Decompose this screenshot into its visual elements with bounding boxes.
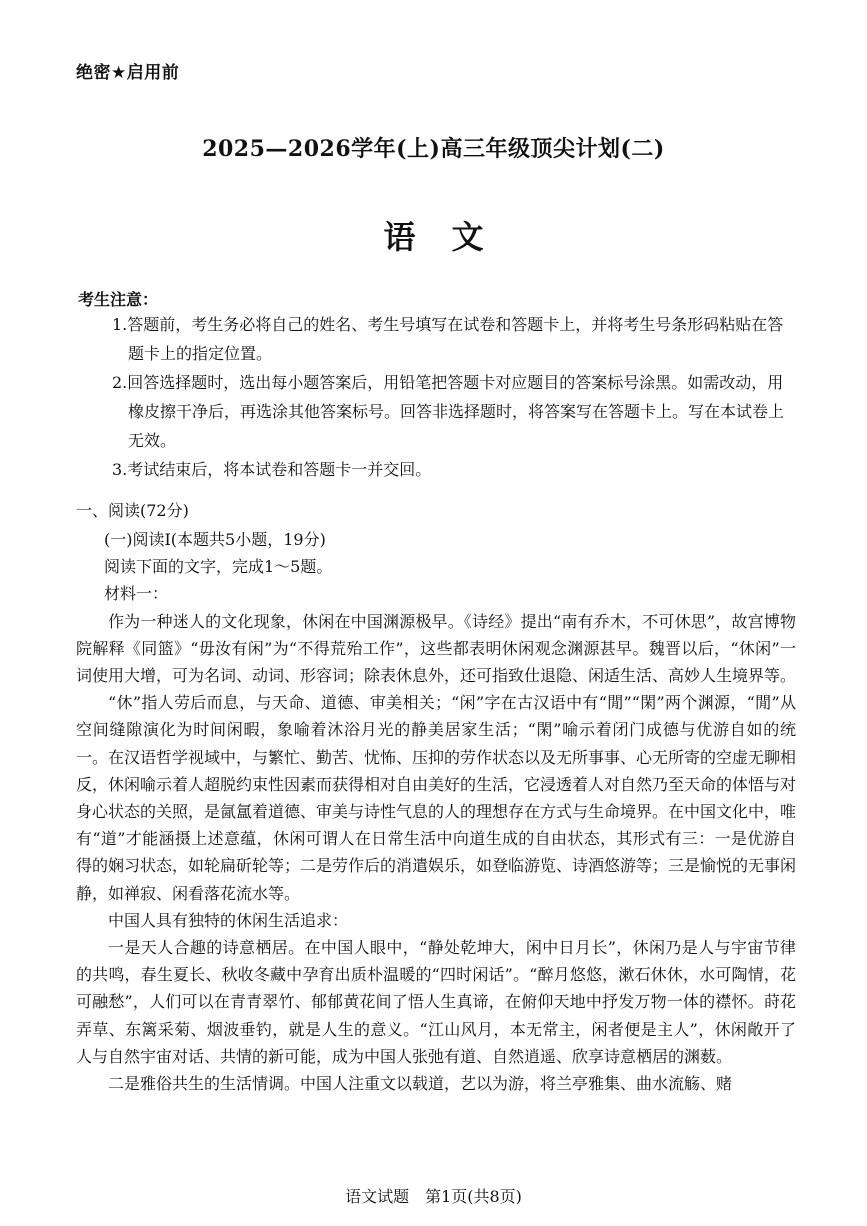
- material-label: 材料一：: [104, 584, 169, 604]
- section-heading: 一、阅读(72分): [76, 501, 189, 520]
- notice-item-1: 1.答题前，考生务必将自己的姓名、考生号填写在试卷和答题卡上，并将考生号条形码粘贴在答题卡上的指定位置。: [112, 315, 784, 363]
- notice-list: [108, 310, 798, 484]
- paragraph-2: “休”指人劳后而息，与天命、道德、审美相关；“闲”字在古汉语中有“閒”“閑”两个渊源，“閒”从空间缝隙演化为时间闲暇，象喻着沐浴月光的静美居家生活；“閑”喻示着闭门成德与优游自如的统一。在汉语哲学视域中，与繁忙、勤苦、忧怖、压抑的劳作状态以及无所事事、心无所寄的空虚无聊相反，休闲喻示着人超脱约束性因素而获得相对自由美好的生活，它浸透着人对自然乃至天命的体悟与对身心状态的关照，是氤氲着道德、审美与诗性气息的人的理想存在方式与生命境界。在中国文化中，唯有“道”才能涵摄上述意蕴，休闲可谓人在日常生活中向道生成的自由状态，其形式有三：一是优游自得的娴习状态，如轮扁斫轮等；二是劳作后的消遣娱乐，如登临游览、诗酒悠游等；三是愉悦的无事闲静，如禅寂、闲看落花流水等。: [76, 693, 797, 903]
- instruction: 阅读下面的文字，完成1～5题。: [104, 557, 333, 577]
- reading-section: [76, 526, 796, 1097]
- notice-item-3: 3.考试结束后，将本试卷和答题卡一并交回。: [112, 460, 432, 479]
- paragraph-4: 一是天人合趣的诗意栖居。在中国人眼中，“静处乾坤大，闲中日月长”，休闲乃是人与宇宙节律的共鸣，春生夏长、秋收冬藏中孕育出质朴温暖的“四时闲话”。“醉月悠悠，漱石休休，水可陶情，花可融愁”，人们可以在青青翠竹、郁郁黄花间了悟人生真谛，在俯仰天地中抒发万物一体的襟怀。莳花弄草、东篱采菊、烟波垂钓，就是人生的意义。“江山风月，本无常主，闲者便是主人”，休闲敞开了人与自然宇宙对话、共情的新可能，成为中国人张弛有道、自然逍遥、欣享诗意栖居的渊薮。: [76, 938, 796, 1066]
- paragraph-5: 二是雅俗共生的生活情调。中国人注重文以载道，艺以为游，将兰亭雅集、曲水流觞、赌: [108, 1074, 733, 1094]
- notice-heading: 考生注意：: [78, 290, 159, 309]
- page-footer: 语文试题 第1页(共8页): [345, 1187, 522, 1206]
- exam-title: 2025—2026学年(上)高三年级顶尖计划(二): [202, 136, 665, 162]
- paragraph-1: 作为一种迷人的文化现象，休闲在中国渊源极早。《诗经》提出“南有乔木，不可休思”，故宫博物院解释《同篮》“毋汝有闲”为“不得荒殆工作”，这些都表明休闲观念渊源甚早。魏晋以后，“休闲”一词使用大增，可为名词、动词、形容词；除表休息外，还可指致仕退隐、闲适生活、高妙人生境界等。: [76, 611, 797, 686]
- paragraph-3: 中国人具有独特的休闲生活追求：: [108, 910, 349, 930]
- notice-item-2: 2.回答选择题时，选出每小题答案后，用铅笔把答题卡对应题目的答案标号涂黑。如需改动，用橡皮擦干净后，再选涂其他答案标号。回答非选择题时，将答案写在答题卡上。写在本试卷上无效。: [112, 373, 785, 450]
- subject-title: 语文: [383, 218, 520, 256]
- sub-heading: (一)阅读Ⅰ(本题共5小题，19分): [104, 530, 326, 549]
- secret-mark: 绝密★启用前: [76, 63, 180, 83]
